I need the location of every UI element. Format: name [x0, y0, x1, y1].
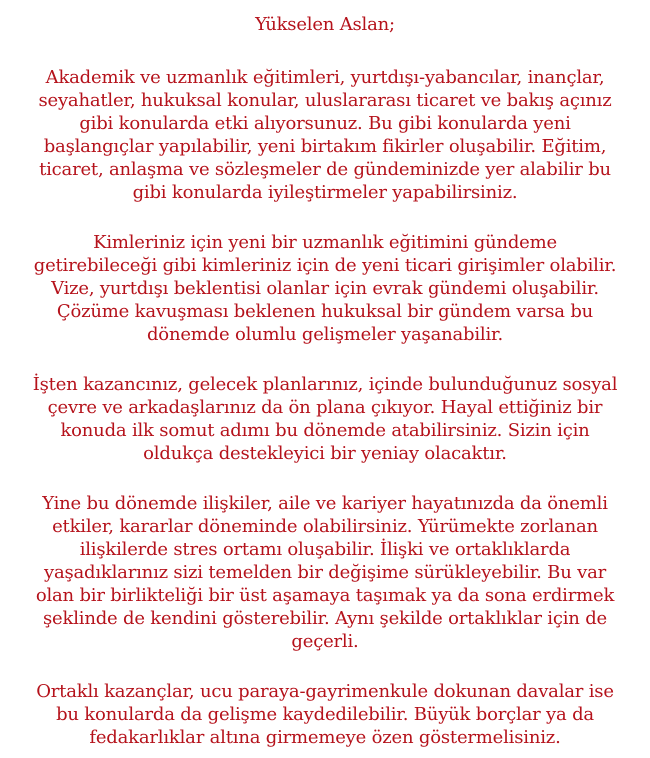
paragraph-line: ticaret, anlaşma ve sözleşmeler de gündeminizde yer alabilir bu	[39, 159, 611, 180]
paragraph-line: etkiler, kararlar döneminde olabilirsiniz. Yürümekte zorlanan	[52, 516, 598, 537]
paragraph-line: Kimleriniz için yeni bir uzmanlık eğitimini gündeme	[93, 232, 557, 253]
paragraph-line: Yine bu dönemde ilişkiler, aile ve kariyer hayatınızda da önemli	[42, 493, 608, 514]
paragraph-line: dönemde olumlu gelişmeler yaşanabilir.	[146, 324, 503, 345]
paragraph-line: çevre ve arkadaşlarınız da ön plana çıkıyor. Hayal ettiğiniz bir	[47, 397, 603, 418]
paragraph-line: fedakarlıklar altına girmemeye özen göstermelisiniz.	[89, 727, 561, 748]
paragraph-line: Ortaklı kazançlar, ucu paraya-gayrimenkule dokunan davalar ise	[36, 681, 614, 702]
paragraph-line: geçerli.	[291, 631, 359, 652]
paragraph-line: bu konularda da gelişme kaydedilebilir. Büyük borçlar ya da	[56, 704, 594, 725]
paragraph-line: konuda ilk somut adımı bu dönemde atabilirsiniz. Sizin için	[60, 420, 590, 441]
paragraph-line: İşten kazancınız, gelecek planlarınız, içinde bulunduğunuz sosyal	[32, 374, 618, 395]
paragraph-line: oldukça destekleyici bir yeniay olacaktır.	[143, 443, 507, 464]
paragraph-line: şeklinde de kendini gösterebilir. Aynı şekilde ortaklıklar için de	[43, 608, 607, 629]
paragraph-line: getirebileceği gibi kimleriniz için de yeni ticari girişimler olabilir.	[33, 255, 617, 276]
paragraph-line: yaşadıklarınız sizi temelden bir değişime sürükleyebilir. Bu var	[43, 562, 607, 583]
paragraph-line: olan bir birlikteliği bir üst aşamaya taşımak ya da sona erdirmek	[35, 585, 615, 606]
paragraph-line: ilişkilerde stres ortamı oluşabilir. İlişki ve ortaklıklarda	[79, 539, 571, 560]
paragraph-line: seyahatler, hukuksal konular, uluslararası ticaret ve bakış açınız	[38, 90, 612, 111]
paragraph-line: Çözüme kavuşması beklenen hukuksal bir gündem varsa bu	[56, 301, 594, 322]
paragraph-line: Vize, yurtdışı beklentisi olanlar için evrak gündemi oluşabilir.	[51, 278, 599, 299]
paragraph-line: başlangıçlar yapılabilir, yeni birtakım fikirler oluşabilir. Eğitim,	[43, 136, 607, 157]
paragraph-line: gibi konularda iyileştirmeler yapabilirsiniz.	[132, 182, 518, 203]
paragraph-line: gibi konularda etki alıyorsunuz. Bu gibi konularda yeni	[79, 113, 571, 134]
document-title: Yükselen Aslan;	[255, 14, 395, 35]
paragraph-line: Akademik ve uzmanlık eğitimleri, yurtdışı-yabancılar, inançlar,	[45, 67, 605, 88]
